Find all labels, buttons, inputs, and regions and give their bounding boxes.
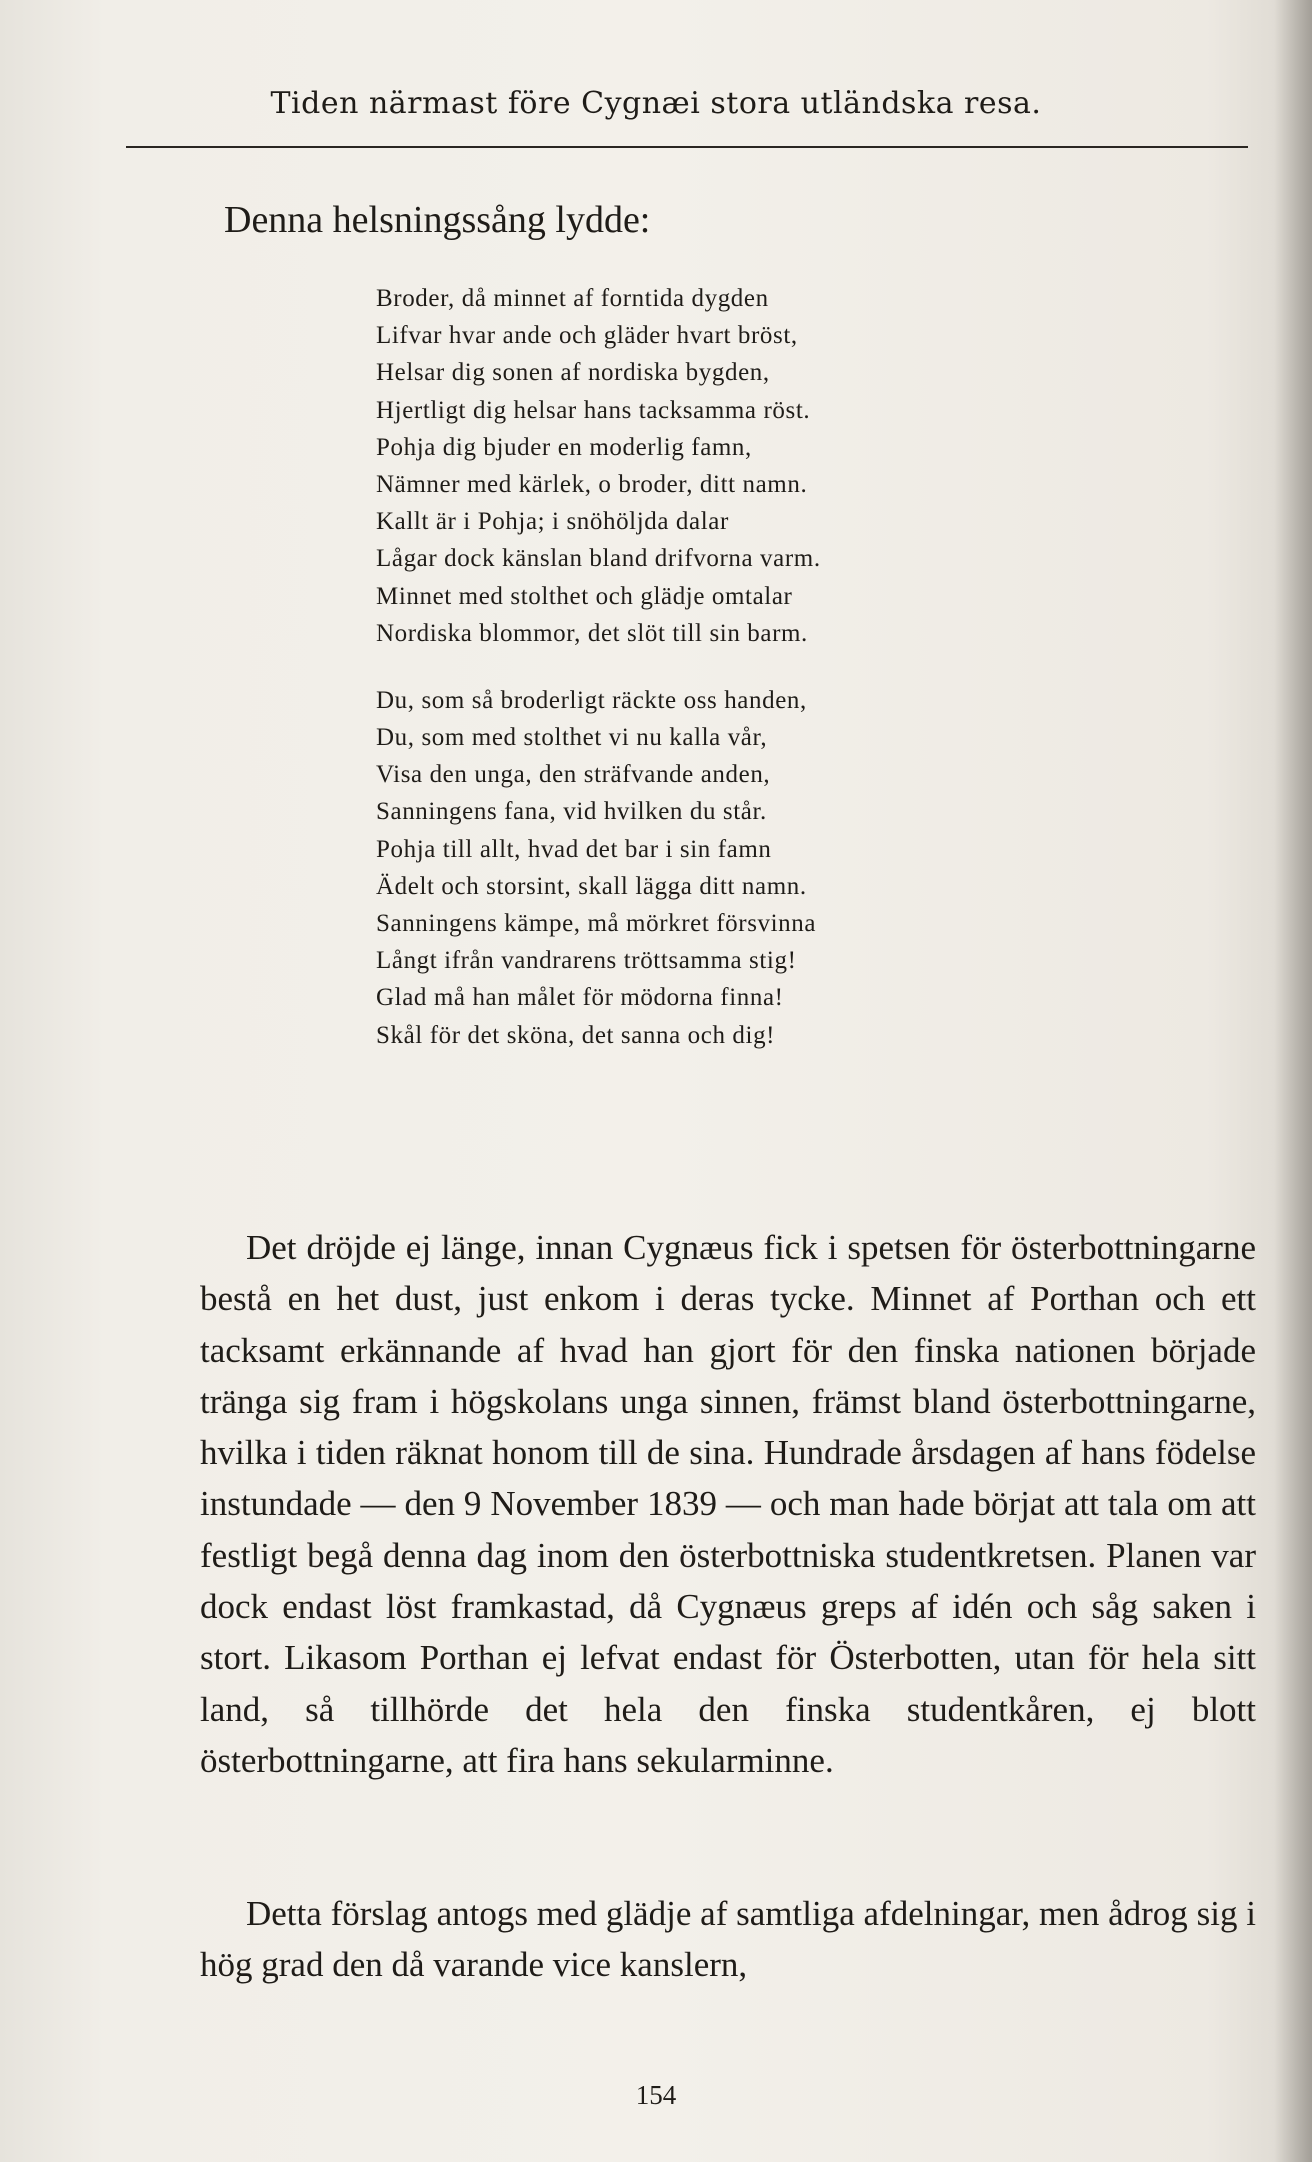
verse-line: Kallt är i Pohja; i snöhöljda dalar bbox=[376, 508, 729, 536]
verse-line: Minnet med stolthet och glädje omtalar bbox=[376, 582, 793, 610]
paragraph-text: Det dröjde ej länge, innan Cygnæus fick i spetsen för österbottningarne bestå en het dust, just enkom i deras tycke. Minnet af Porthan och ett tacksamt erkännande af hvad han gjort för den finska nationen började tränga sig fram i högskolans unga sinnen, främst bland österbottningarne, hvilka i tiden räknat honom till de sina. Hundrade årsdagen af hans födelse instundade — den 9 November 1839 — och man hade börjat att tala om att festligt begå denna dag inom den österbottniska studentkretsen. Planen var dock endast löst framkastad, då Cygnæus greps af idén och såg saken i stort. Likasom Porthan ej lefvat endast för Österbotten, utan för hela sitt land, så tillhörde det hela den finska studentkåren, ej blott österbottningarne, att fira hans sekularminne. bbox=[200, 1228, 1256, 1780]
verse-line: Broder, då minnet af forntida dygden bbox=[376, 285, 769, 312]
verse-line: Du, som med stolthet vi nu kalla vår, bbox=[376, 724, 768, 752]
poem bbox=[376, 280, 1136, 1084]
body-paragraph-2 bbox=[200, 1888, 1256, 1991]
poem-intro: Denna helsningssång lydde: bbox=[224, 199, 651, 241]
verse-line: Nämner med kärlek, o broder, ditt namn. bbox=[376, 470, 808, 498]
poem-stanza-1 bbox=[376, 280, 1136, 652]
verse-line: Hjertligt dig helsar hans tacksamma röst. bbox=[376, 396, 811, 424]
poem-stanza-2 bbox=[376, 682, 1136, 1054]
body-paragraph-1 bbox=[200, 1222, 1256, 1786]
running-head: Tiden närmast före Cygnæi stora utländska resa. bbox=[270, 86, 1042, 121]
header-rule bbox=[126, 146, 1248, 148]
verse-line: Pohja dig bjuder en moderlig famn, bbox=[376, 433, 752, 461]
verse-line: Du, som så broderligt räckte oss handen, bbox=[376, 686, 807, 714]
verse-line: Sanningens kämpe, må mörkret försvinna bbox=[376, 910, 817, 937]
verse-line: Lifvar hvar ande och gläder hvart bröst, bbox=[376, 322, 798, 350]
verse-line: Helsar dig sonen af nordiska bygden, bbox=[376, 359, 770, 387]
verse-line: Visa den unga, den sträfvande anden, bbox=[376, 761, 771, 789]
verse-line: Sanningens fana, vid hvilken du står. bbox=[376, 798, 767, 826]
verse-line: Nordiska blommor, det slöt till sin barm. bbox=[376, 619, 808, 647]
page-edge-shadow bbox=[1274, 0, 1312, 2162]
verse-line: Långt ifrån vandrarens tröttsamma stig! bbox=[376, 947, 797, 975]
verse-line: Glad må han målet för mödorna finna! bbox=[376, 984, 784, 1012]
paragraph-text: Detta förslag antogs med glädje af samtliga afdelningar, men ådrog sig i hög grad den då varande vice kanslern, bbox=[200, 1894, 1256, 1985]
verse-line: Pohja till allt, hvad det bar i sin famn bbox=[376, 835, 772, 863]
page-number: 154 bbox=[635, 2080, 677, 2110]
verse-line: Skål för det sköna, det sanna och dig! bbox=[376, 1021, 776, 1049]
verse-line: Ädelt och storsint, skall lägga ditt namn. bbox=[376, 872, 807, 900]
verse-line: Lågar dock känslan bland drifvorna varm. bbox=[376, 545, 821, 573]
